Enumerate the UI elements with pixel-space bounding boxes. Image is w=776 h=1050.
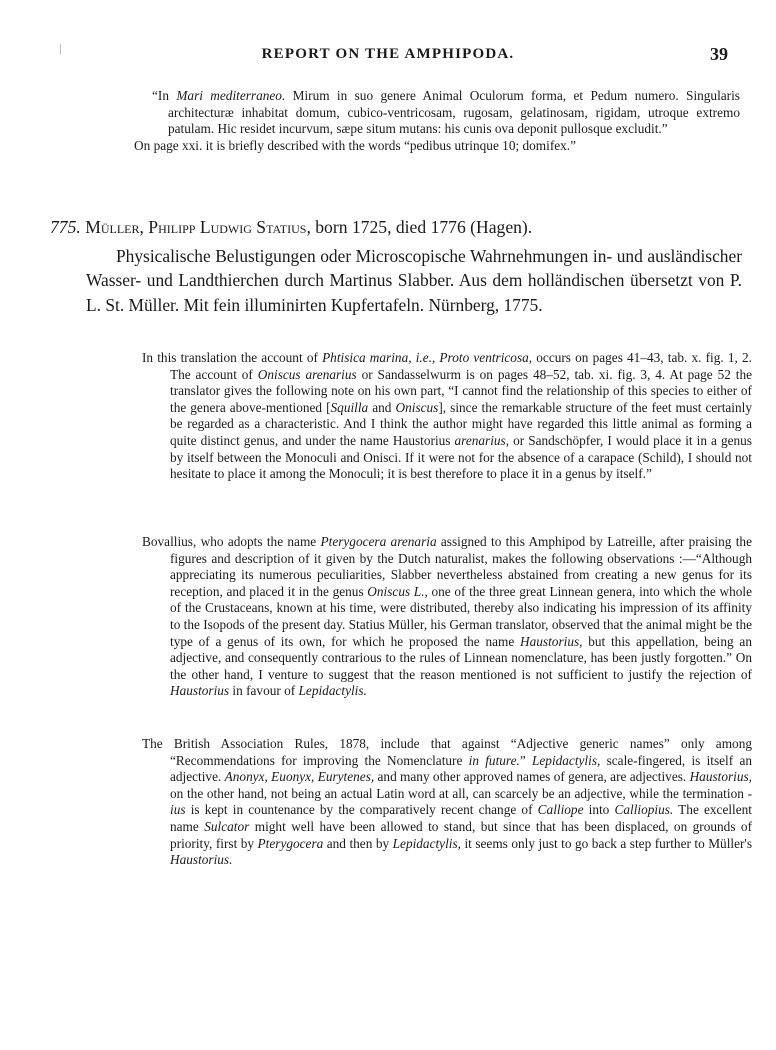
italic-run: in future.: [468, 752, 520, 768]
text-run: and: [368, 399, 396, 415]
italic-run: Calliopius.: [614, 802, 674, 818]
text-run: The excellent name: [170, 802, 752, 834]
italic-run: Haustorius,: [520, 633, 583, 649]
running-title: REPORT ON THE AMPHIPODA.: [261, 46, 515, 62]
italic-run: Calliope: [537, 802, 584, 818]
italic-run: Oniscus L.,: [367, 583, 428, 599]
entry-number: 775.: [50, 217, 81, 237]
italic-run: Lepidactylis.: [298, 683, 367, 699]
italic-run: Haustorius,: [689, 769, 752, 785]
text-run: but this appellation, being an adjective, and consequently contrarious to the rules of Linnean nomenclature, has been justly forgotten.” On the other hand, I venture to suggest that the reason mentioned is not sufficient to justify the rejection of: [170, 633, 752, 682]
bibliography-entry-heading: [50, 216, 740, 238]
text-run: ”: [519, 752, 532, 768]
commentary-paragraph-2: [142, 534, 752, 700]
text-run: is kept in countenance by the comparatively recent change of: [185, 802, 538, 818]
commentary-paragraph-3: [142, 736, 752, 869]
latin-quotation: [134, 88, 740, 154]
text-run: into: [583, 802, 615, 818]
text-run: on the other hand, not being an actual Latin word at all, can scarcely be an adjective, while the termination: [170, 785, 748, 801]
text-run: or Sandschöpfer, I would place it in a genus by itself between the Monoculi and Onisci. If it were not for the absence of a carapace (Schild), I should not hesitate to place it among the Monoculi; it is best therefore to place it in a genus by itself.”: [170, 432, 752, 482]
text-run: ], since the remarkable structure of the feet must certainly be regarded as a characteristic. And I think the author might have regarded this little animal as forming a quite distinct genus, and under the name Haustorius: [170, 399, 752, 448]
text-run: or Sandasselwurm is on pages 48–52, tab. xi. fig. 3, 4. At page 52 the translator gives the following note on his own part, “I cannot find the relationship of this species to either of the genera above-mentioned [: [170, 366, 752, 415]
book-title: [86, 244, 742, 317]
italic-run: Phtisica marina, i.e., Proto ventricosa,: [322, 350, 533, 365]
italic-run: Oniscus: [395, 399, 439, 415]
text-run: one of the three great Linnean genera, into which the whole of the Crustaceans, known at his time, were distributed, thereby also indicating his impression of its affinity to the Isopods of the present day. Statius Müller, his German translator, observed that the animal might be the type of a genus of its own, for which he proposed the name: [170, 583, 752, 649]
text-run: in favour of: [229, 683, 299, 699]
italic-run: Oniscus arenarius: [257, 366, 357, 382]
text-run: it seems only just to go back a step further to Müller's: [460, 835, 752, 851]
italic-run: Anonyx, Euonyx, Eurytenes,: [224, 769, 375, 785]
italic-run: Pterygocera arenaria: [320, 534, 437, 549]
quote-open: “In: [152, 88, 177, 103]
text-run: The British Association Rules, 1878, include that against “Adjective generic names” only among “Recommendations for improving the Nomenclature: [142, 736, 752, 768]
italic-run: Squilla: [330, 399, 369, 415]
quote-body: Mirum in suo genere Animal Oculorum forma, et Pedum numero. Singularis architecturæ inhabitat domum, cubico-ventricosam, rugosam, gelatinosam, rigidam, utroque extremo patulam. Hic residet incurvum, sæpe situm mutans: his cunis ova deponit pullosque excludit.”: [168, 88, 740, 137]
italic-run: Haustorius.: [170, 852, 233, 868]
quote-note: On page xxi. it is briefly described with the words “pedibus utrinque 10; domifex.”: [134, 137, 577, 153]
italic-run: Lepidactylis,: [532, 752, 601, 768]
italic-run: -ius: [170, 785, 752, 818]
italic-run: Sulcator: [204, 818, 250, 834]
commentary-paragraph-1: [142, 350, 752, 483]
entry-author: Müller, Philipp Ludwig Statius,: [85, 217, 311, 237]
text-run: occurs on pages 41–43, tab. x. fig. 1, 2. The account of: [170, 350, 752, 382]
italic-run: Lepidactylis,: [392, 835, 461, 851]
text-run: and many other approved names of genera, are adjectives.: [374, 769, 690, 785]
text-run: might well have been allowed to stand, but since that has been displaced, on grounds of priority, first by: [170, 818, 753, 851]
page-number: 39: [710, 44, 728, 64]
text-run: In this translation the account of: [142, 350, 323, 365]
text-run: and then by: [323, 835, 393, 851]
text-run: scale-fingered, is itself an adjective.: [170, 752, 752, 785]
text-run: Bovallius, who adopts the name: [142, 534, 321, 549]
italic-run: Pterygocera: [257, 835, 324, 851]
text-run: assigned to this Amphipod by Latreille, after praising the figures and description of it given by the Dutch naturalist, makes the following observations :—“Although appreciating its numerous peculiarities, Slabber nevertheless abstained from creating a new genus for its reception, and placed it in the genus: [170, 534, 752, 599]
italic-run: arenarius,: [454, 432, 510, 448]
italic-run: Haustorius: [170, 683, 230, 699]
entry-dates: born 1725, died 1776 (Hagen).: [310, 217, 533, 237]
running-header: [0, 44, 776, 68]
quote-location: Mari mediterraneo.: [176, 88, 286, 103]
book-title-place: Nürnberg, 1775.: [428, 294, 543, 315]
book-title-main: Physicalische Belustigungen oder Microscopische Wahrnehmungen in- und ausländischer Wasser- und Landthierchen durch Martinus Slabber. Aus dem holländischen übersetzt von P. L. St. Müller. Mit fein illuminirten Kupfertafeln.: [86, 246, 742, 315]
